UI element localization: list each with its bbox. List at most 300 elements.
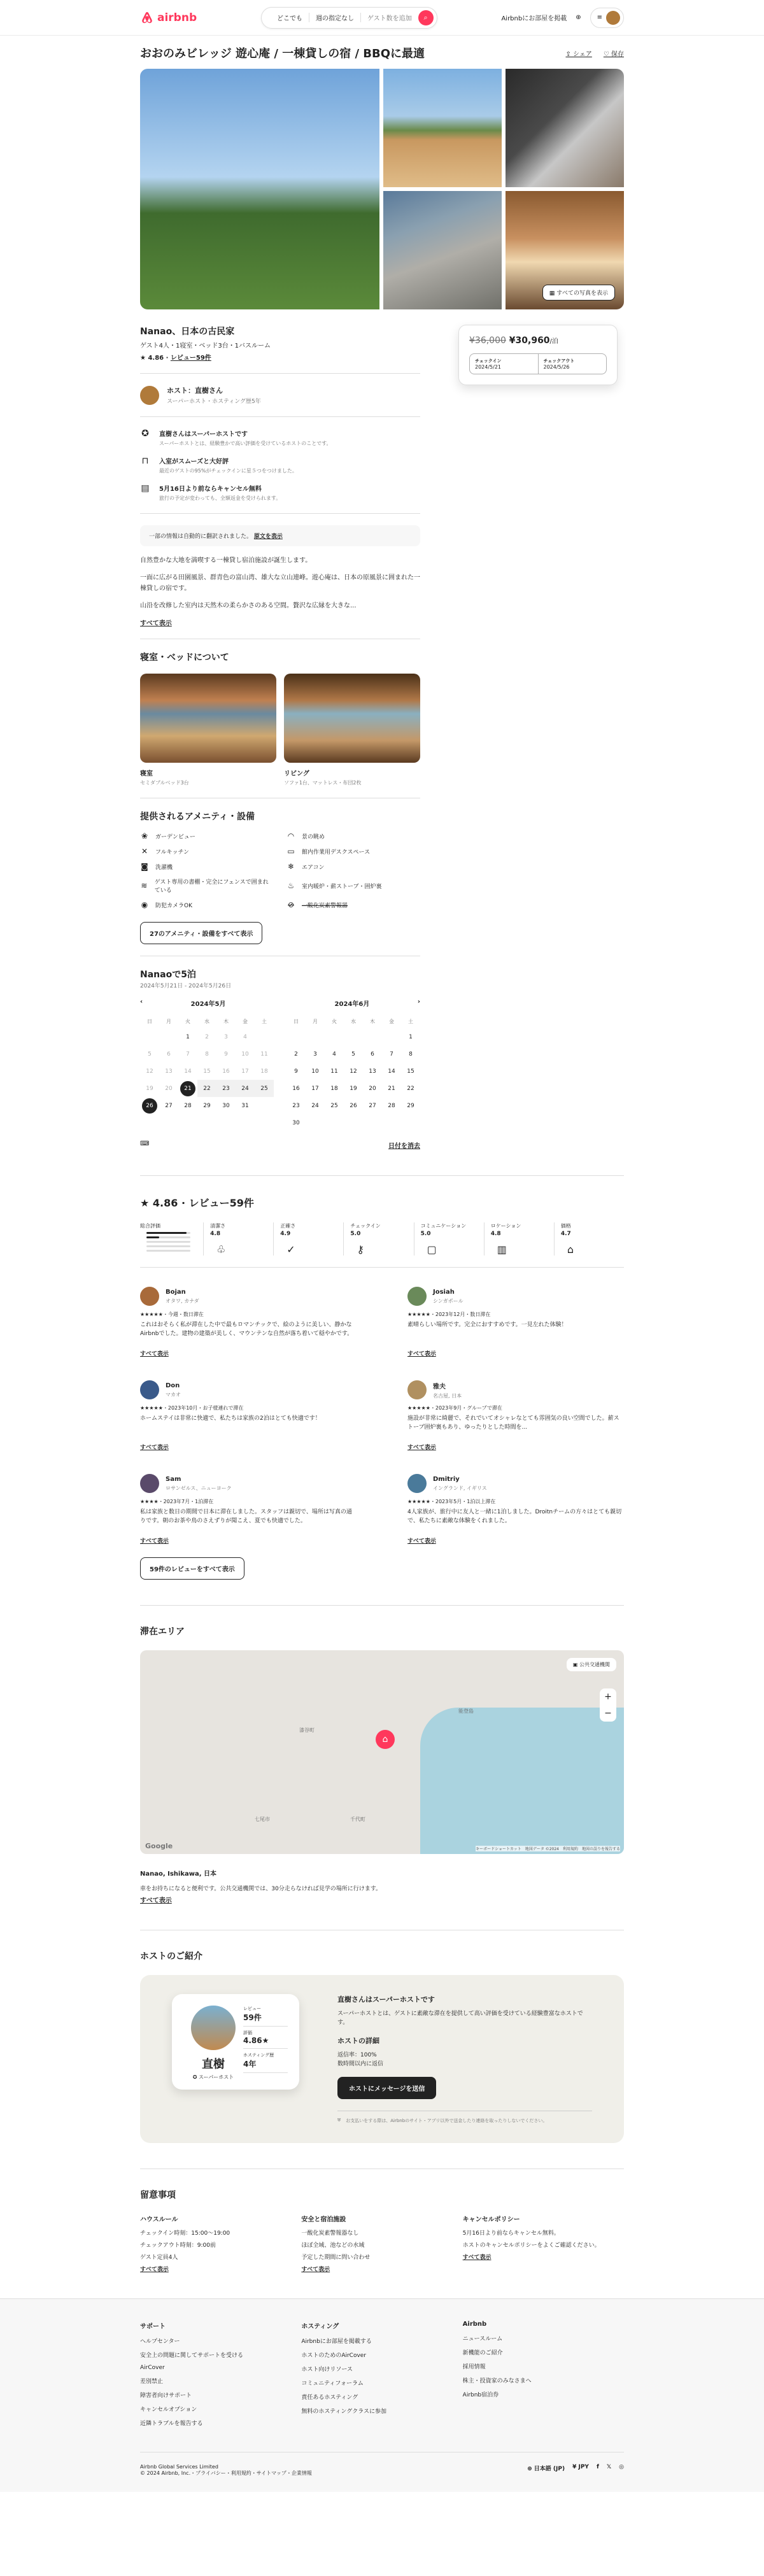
calendar-day[interactable]: [236, 1045, 255, 1063]
amenity-item: [286, 847, 420, 856]
review-text: ホームステイは非常に快適で、私たちは家族の2泊はとても快適です！: [140, 1415, 321, 1422]
review-card: [140, 1380, 357, 1451]
date-picker[interactable]: [469, 353, 607, 374]
know-show-all-link[interactable]: すべて表示: [462, 2254, 492, 2261]
chat-icon: ▢: [427, 1243, 437, 1256]
footer-column-title: サポート: [140, 2323, 166, 2330]
wifi-icon: ≋: [141, 881, 148, 890]
footer-link[interactable]: ホストのためのAirCover: [301, 2352, 367, 2359]
save-button[interactable]: [604, 48, 624, 58]
calendar-day[interactable]: [306, 1080, 325, 1097]
calendar-day[interactable]: [286, 1080, 306, 1097]
day-number: 29: [203, 1102, 211, 1109]
show-original-link[interactable]: 原文を表示: [253, 534, 283, 540]
day-number: 18: [330, 1085, 338, 1092]
keyboard-icon[interactable]: ⌨: [140, 1140, 150, 1147]
know-show-all-link[interactable]: すべて表示: [301, 2266, 330, 2273]
calendar-empty: [140, 1028, 159, 1045]
weekday-label: 金: [389, 1018, 394, 1024]
footer-link[interactable]: キャンセルオプション: [140, 2406, 197, 2413]
calendar-empty: [344, 1028, 363, 1045]
footer-link[interactable]: AirCover: [140, 2364, 165, 2371]
calendar-day[interactable]: [255, 1045, 274, 1063]
calendar-day[interactable]: [401, 1028, 420, 1045]
calendar-day[interactable]: [325, 1063, 344, 1080]
calendar-empty: [363, 1028, 382, 1045]
review-show-more-link[interactable]: すべて表示: [140, 1538, 169, 1545]
day-number: 28: [184, 1102, 192, 1109]
amenities-heading: 提供されるアメニティ・設備: [140, 812, 255, 822]
weekday-label: 土: [408, 1018, 413, 1024]
calendar-day[interactable]: [178, 1045, 197, 1063]
review-meta: ★★★★・2023年7月・1泊滞在: [140, 1499, 214, 1504]
review-show-more-link[interactable]: すべて表示: [140, 1351, 169, 1357]
day-number: 4: [332, 1051, 336, 1058]
fire-icon: ♨: [287, 881, 295, 890]
feature-title: 直樹さんはスーパーホストです: [159, 431, 248, 438]
calendar-day[interactable]: [382, 1063, 401, 1080]
host-avatar[interactable]: [140, 386, 159, 405]
know-line: ゲスト定員4人: [140, 2254, 178, 2261]
kitchen-icon: ✕: [141, 847, 148, 856]
calendar-day[interactable]: [286, 1063, 306, 1080]
photo-main[interactable]: [140, 69, 379, 309]
calendar-day[interactable]: [216, 1080, 236, 1097]
day-number: 21: [388, 1085, 395, 1092]
footer-link[interactable]: 無料のホスティングクラスに参加: [301, 2408, 386, 2415]
calendar-day[interactable]: [216, 1045, 236, 1063]
description: [140, 555, 420, 611]
amenity-item: [140, 877, 274, 894]
warning-text: お支払いをする際は、Airbnbのサイト・アプリ以外で送金したり連絡を取ったりしないでください。: [346, 2118, 548, 2123]
day-number: 30: [222, 1102, 230, 1109]
feature-item: [140, 428, 420, 447]
day-number: 9: [294, 1068, 298, 1075]
calendar-day[interactable]: [363, 1063, 382, 1080]
footer-columns: [140, 2321, 624, 2433]
key-icon: ⚷: [357, 1243, 365, 1256]
calendar-day[interactable]: [325, 1080, 344, 1097]
weekday-label: 月: [166, 1018, 171, 1024]
calendar-day[interactable]: [140, 1063, 159, 1080]
photo-4[interactable]: [383, 191, 502, 309]
know-line: 一酸化炭素警報器なし: [301, 2230, 359, 2237]
globe-icon[interactable]: ⊕: [576, 14, 581, 21]
share-icon: ⇪: [565, 50, 574, 58]
camera-icon: ◉: [141, 900, 148, 909]
know-line: チェックアウト時刻：9:00前: [140, 2242, 216, 2249]
day-number: 12: [146, 1068, 153, 1075]
reviewer-avatar[interactable]: [407, 1287, 427, 1306]
know-show-all-link[interactable]: すべて表示: [140, 2266, 169, 2273]
know-line: 予定した期間に問い合わせ: [301, 2254, 371, 2261]
day-number: 31: [241, 1102, 249, 1109]
search-guests[interactable]: ゲスト数を追加: [367, 15, 412, 22]
calendar-day[interactable]: [401, 1063, 420, 1080]
show-more-link[interactable]: すべて表示: [140, 620, 172, 627]
calendar-day[interactable]: [159, 1045, 178, 1063]
review-show-more-link[interactable]: すべて表示: [407, 1351, 436, 1357]
photo-2[interactable]: [383, 69, 502, 187]
amenity-label: フルキッチン: [155, 849, 190, 856]
calendar-day[interactable]: [286, 1045, 306, 1063]
category-accuracy: [274, 1222, 344, 1256]
calendar-day[interactable]: [178, 1097, 197, 1114]
reviewer-meta: [433, 1289, 463, 1305]
amenity-label: 一酸化炭素警報器: [302, 902, 348, 909]
checkout-field[interactable]: [538, 354, 607, 374]
reviewer-avatar[interactable]: [140, 1380, 159, 1399]
show-all-photos-button[interactable]: [542, 285, 615, 301]
calendar-day[interactable]: [178, 1063, 197, 1080]
calendar-day[interactable]: [178, 1080, 197, 1097]
day-number: 27: [165, 1102, 173, 1109]
host-card[interactable]: [172, 1994, 299, 2090]
day-number: 11: [330, 1068, 338, 1075]
amenity-label: ガーデンビュー: [155, 833, 195, 840]
reviewer-avatar[interactable]: [407, 1474, 427, 1493]
reviewer: [407, 1474, 624, 1493]
zoom-in-icon[interactable]: +: [604, 1692, 612, 1702]
day-number: 18: [260, 1068, 268, 1075]
footer-link[interactable]: 新機能のご紹介: [462, 2349, 503, 2356]
response-rate: 返信率：100%: [337, 2051, 377, 2058]
zoom-out-icon[interactable]: −: [604, 1708, 612, 1718]
reviewer-meta: [433, 1476, 487, 1492]
calendar-month: [140, 998, 274, 1131]
reviews-heading: ★ 4.86 · レビュー59件: [140, 1197, 254, 1209]
amenity-item: [140, 832, 274, 840]
calendar-day[interactable]: [306, 1097, 325, 1114]
prev-month-icon[interactable]: ‹: [140, 998, 143, 1005]
calendar-day[interactable]: [255, 1080, 274, 1097]
avatar: [606, 11, 620, 25]
room-card[interactable]: [140, 674, 276, 786]
photo-3[interactable]: [506, 69, 624, 187]
checkin-value: 2024/5/21: [475, 364, 502, 370]
map-icon: ▥: [497, 1243, 507, 1256]
calendar-day[interactable]: [382, 1045, 401, 1063]
review-show-more-link[interactable]: すべて表示: [140, 1445, 169, 1451]
day-number: 5: [148, 1051, 152, 1058]
area-heading: 滞在エリア: [140, 1627, 185, 1637]
calendar-day[interactable]: [236, 1028, 255, 1045]
day-number: 19: [146, 1085, 153, 1092]
map-label: 能登島: [458, 1708, 474, 1714]
calendar-day[interactable]: [325, 1045, 344, 1063]
month-name: 2024年6月: [334, 1001, 370, 1008]
checkout-label: チェックアウト: [543, 358, 575, 364]
translation-text: 一部の情報は自動的に翻訳されました。: [149, 534, 253, 540]
room-name: 寝室: [140, 770, 153, 777]
review-show-more-link[interactable]: すべて表示: [407, 1538, 436, 1545]
transit-label: 公共交通機関: [579, 1662, 610, 1667]
calendar-day[interactable]: [401, 1080, 420, 1097]
calendar-day[interactable]: [344, 1080, 363, 1097]
footer-link[interactable]: Airbnbにお部屋を掲載する: [301, 2338, 372, 2345]
category-score: 4.8: [490, 1231, 501, 1237]
search-anywhere[interactable]: どこでも: [271, 13, 309, 22]
stat-value: 59件: [243, 2012, 288, 2027]
medal-icon: ✪: [141, 428, 149, 439]
reviewer: [140, 1287, 357, 1306]
check-icon: ✓: [286, 1243, 295, 1256]
footer-link[interactable]: コミュニティフォーラム: [301, 2380, 364, 2387]
area-show-more-link[interactable]: すべて表示: [140, 1897, 172, 1904]
share-label: シェア: [573, 50, 592, 58]
calendar-day[interactable]: [178, 1028, 197, 1045]
calendar-day[interactable]: [236, 1063, 255, 1080]
checkout-value: 2024/5/26: [543, 364, 570, 370]
calendar-day[interactable]: [216, 1063, 236, 1080]
calendar-day[interactable]: [236, 1080, 255, 1097]
airbnb-logo[interactable]: [140, 11, 197, 25]
calendar-day[interactable]: [159, 1080, 178, 1097]
calendar-grid: [140, 1014, 274, 1114]
calendar-empty: [344, 1114, 363, 1131]
review-meta: ★★★★★・2023年9月・グループで滞在: [407, 1405, 502, 1411]
category-communication: [414, 1222, 485, 1256]
review-text: これはおそらく私が滞在した中で最もロマンチックで、絵のように美しい、静かなAirbnbでした。建物の建築が美しく、マウンテンな自然が落ち着いて穏やかです。: [140, 1322, 353, 1338]
calendar-day[interactable]: [286, 1114, 306, 1131]
calendar-grid: [286, 1014, 420, 1131]
know-title: キャンセルポリシー: [462, 2216, 520, 2223]
search-icon[interactable]: ⌕: [418, 10, 434, 25]
day-number: 8: [409, 1051, 413, 1058]
calendar-day[interactable]: [140, 1045, 159, 1063]
calendar: [140, 998, 420, 1131]
calendar-day[interactable]: [197, 1028, 216, 1045]
category-cleanliness: [204, 1222, 274, 1256]
feature-list: [140, 428, 420, 502]
calendar-day[interactable]: [197, 1063, 216, 1080]
calendar-day[interactable]: [363, 1080, 382, 1097]
footer-link[interactable]: ヘルプセンター: [140, 2338, 180, 2345]
payment-warning: [337, 2111, 592, 2124]
calendar-day[interactable]: [216, 1028, 236, 1045]
day-number: 29: [407, 1102, 414, 1109]
calendar-day[interactable]: [325, 1097, 344, 1114]
calendar-day[interactable]: [344, 1063, 363, 1080]
rating-bars: [140, 1232, 197, 1252]
share-button[interactable]: [565, 48, 591, 58]
day-number: 23: [222, 1085, 230, 1092]
amenity-label: 景の眺め: [302, 833, 325, 840]
calendar-empty: [363, 1114, 382, 1131]
shield-icon: ⛨: [337, 2117, 341, 2123]
reviewer-place: シンガポール: [433, 1298, 463, 1304]
reviewer-place: オタワ, カナダ: [166, 1298, 199, 1304]
things-to-know: [140, 2214, 624, 2273]
reviewer-avatar[interactable]: [407, 1380, 427, 1399]
language-button[interactable]: [527, 2464, 565, 2477]
calendar-empty: [382, 1114, 401, 1131]
calendar-day[interactable]: [401, 1045, 420, 1063]
review-show-more-link[interactable]: すべて表示: [407, 1445, 436, 1451]
message-host-button[interactable]: ホストにメッセージを送信: [337, 2077, 436, 2099]
calendar-day[interactable]: [363, 1097, 382, 1114]
reviews-link[interactable]: レビュー59件: [170, 355, 211, 362]
calendar-day[interactable]: [159, 1097, 178, 1114]
footer-link[interactable]: 差別禁止: [140, 2378, 164, 2385]
calendar-day[interactable]: [216, 1097, 236, 1114]
host-badge: スーパーホスト: [199, 2074, 234, 2080]
calendar-day[interactable]: [197, 1045, 216, 1063]
currency-button[interactable]: ¥ JPY: [572, 2463, 589, 2470]
calendar-day[interactable]: [255, 1063, 274, 1080]
weekday-label: 火: [185, 1018, 190, 1024]
category-checkin: [344, 1222, 414, 1256]
amenity-item: [286, 832, 420, 840]
weekday-label: 水: [204, 1018, 209, 1024]
instagram-icon[interactable]: ◎: [619, 2463, 624, 2470]
description-paragraph: 山沿を改修した室内は天然木の柔らかさのある空間。贅沢な広縁を大きな...: [140, 602, 357, 609]
category-location: [485, 1222, 555, 1256]
transit-button[interactable]: [567, 1658, 616, 1671]
day-number: 20: [165, 1085, 173, 1092]
weekday-label: 火: [332, 1018, 337, 1024]
know-column: [301, 2214, 462, 2273]
calendar-day[interactable]: [286, 1097, 306, 1114]
day-number: 6: [371, 1051, 374, 1058]
footer-link[interactable]: ホスト向けリソース: [301, 2366, 353, 2373]
amenity-item: [286, 862, 420, 871]
host-info: [337, 1994, 592, 2124]
listing-capacity: ゲスト4人・1寝室・ベッド3台・1バスルーム: [140, 343, 271, 350]
know-line: ほぼ全域、池などの水域: [301, 2242, 365, 2249]
feature-sub: 旅行の予定が変わっても、全額返金を受けられます。: [159, 495, 281, 501]
facebook-icon[interactable]: f: [596, 2463, 599, 2470]
host-section: [140, 1975, 624, 2143]
next-month-icon[interactable]: ›: [417, 998, 420, 1005]
calendar-empty: [286, 1028, 306, 1045]
review-card: [407, 1474, 624, 1545]
amenity-item: [286, 900, 420, 909]
footer-link[interactable]: 安全上の問題に関してサポートを受ける: [140, 2352, 244, 2359]
footer-link[interactable]: 採用情報: [462, 2363, 486, 2370]
calendar-day[interactable]: [140, 1080, 159, 1097]
weekday-label: 金: [243, 1018, 248, 1024]
rating-bar-2: [146, 1245, 190, 1247]
day-number: 1: [409, 1033, 413, 1040]
footer-link[interactable]: 責任あるホスティング: [301, 2394, 358, 2401]
day-number: 16: [292, 1085, 300, 1092]
show-all-amenities-button[interactable]: 27のアメニティ・設備をすべて表示: [140, 922, 262, 944]
clear-dates-link[interactable]: 日付を消去: [388, 1143, 420, 1150]
day-number: 15: [407, 1068, 414, 1075]
airbnb-logo-icon: [140, 11, 154, 25]
month-name: 2024年5月: [190, 1001, 226, 1008]
calendar-day[interactable]: [306, 1045, 325, 1063]
calendar-day[interactable]: [363, 1045, 382, 1063]
calendar-day[interactable]: [197, 1097, 216, 1114]
know-line: 5月16日より前ならキャンセル無料。: [462, 2230, 560, 2237]
host-photo: [191, 2006, 236, 2050]
user-menu-button[interactable]: [590, 8, 624, 28]
rating-bar-5: [146, 1232, 190, 1234]
company-name: Airbnb Global Services Limited: [140, 2463, 218, 2470]
reviewer-avatar[interactable]: [140, 1287, 159, 1306]
weekday-label: 日: [294, 1018, 299, 1024]
reviewer-place: 名古屋, 日本: [433, 1392, 462, 1399]
spray-icon: ♧: [216, 1243, 226, 1256]
category-score: 5.0: [350, 1231, 361, 1237]
room-card[interactable]: [284, 674, 420, 786]
stat-value: 4.86★: [243, 2036, 288, 2049]
review-text: 素晴らしい場所です。完全におすすめです。一見左れた体験！: [407, 1322, 567, 1328]
search-week[interactable]: 週の指定なし: [309, 13, 361, 22]
language-label: 日本語 (JP): [534, 2465, 565, 2472]
host-name: 直樹: [202, 2058, 225, 2071]
search-bar[interactable]: [261, 7, 437, 29]
footer-link[interactable]: 障害者向けサポート: [140, 2392, 192, 2399]
review-card: [140, 1287, 357, 1357]
calendar-day[interactable]: [382, 1097, 401, 1114]
amenity-item: [140, 847, 274, 856]
category-value: [555, 1222, 624, 1256]
calendar-empty: [382, 1028, 401, 1045]
day-number: 17: [311, 1085, 319, 1092]
response-time: 数時間以内に返信: [337, 2061, 384, 2068]
category-label: 価格: [560, 1223, 571, 1229]
calendar-day[interactable]: [197, 1080, 216, 1097]
map-attribution[interactable]: キーボードショートカット 地図データ ©2024 利用規約 地図の誤りを報告する: [476, 1847, 620, 1851]
review-text: 施設が非常に綺麗で、それでいてオシャレなとても雰囲気の良い空間でした。薪ストーブ囲炉裏もあり、ゆったりとした時間を...: [407, 1415, 619, 1431]
host-link[interactable]: Airbnbにお部屋を掲載: [501, 15, 567, 22]
reviewer-name: 雅夫: [433, 1383, 446, 1391]
amenity-list: [140, 832, 420, 909]
day-number: 19: [350, 1085, 357, 1092]
reviewer-name: Sam: [166, 1475, 181, 1483]
review-meta: ★★★★★・2023年10月・お子様連れで滞在: [140, 1405, 244, 1411]
reviewer-avatar[interactable]: [140, 1474, 159, 1493]
day-number: 12: [350, 1068, 357, 1075]
know-line: チェックイン時刻：15:00〜19:00: [140, 2230, 230, 2237]
calendar-day[interactable]: [344, 1045, 363, 1063]
day-number: 28: [388, 1102, 395, 1109]
footer-link[interactable]: 株主・投資家のみなさまへ: [462, 2377, 532, 2384]
show-all-reviews-button[interactable]: 59件のレビューをすべて表示: [140, 1557, 244, 1580]
weekday-label: 木: [370, 1018, 375, 1024]
day-number: 9: [224, 1051, 228, 1058]
twitter-icon[interactable]: 𝕏: [606, 2463, 612, 2470]
photo-gallery: [140, 69, 624, 309]
overall-label: 総合評価: [140, 1223, 160, 1229]
calendar-day[interactable]: [306, 1063, 325, 1080]
host-stats: [243, 2006, 288, 2078]
calendar-day[interactable]: [236, 1097, 255, 1114]
stat-value: 4年: [243, 2058, 288, 2073]
home-pin-icon[interactable]: ⌂: [376, 1730, 395, 1749]
calendar-day[interactable]: [159, 1063, 178, 1080]
copyright: © 2024 Airbnb, Inc.・プライバシー・利用規約・サイトマップ・企業情報: [140, 2470, 312, 2476]
footer-column: [301, 2321, 462, 2433]
day-number: 26: [350, 1102, 357, 1109]
footer-link[interactable]: 近隣トラブルを報告する: [140, 2420, 203, 2427]
calendar-day[interactable]: [401, 1097, 420, 1114]
map[interactable]: [140, 1650, 624, 1854]
calendar-day[interactable]: [140, 1097, 159, 1114]
day-number: 2: [205, 1033, 209, 1040]
footer-link[interactable]: Airbnb宿泊券: [462, 2391, 499, 2398]
map-label: 千代町: [350, 1816, 365, 1822]
checkin-field[interactable]: [470, 354, 538, 374]
feature-item: [140, 456, 420, 474]
calendar-day[interactable]: [382, 1080, 401, 1097]
day-number: 24: [241, 1085, 249, 1092]
calendar-day[interactable]: [344, 1097, 363, 1114]
footer-link[interactable]: ニュースルーム: [462, 2335, 503, 2342]
